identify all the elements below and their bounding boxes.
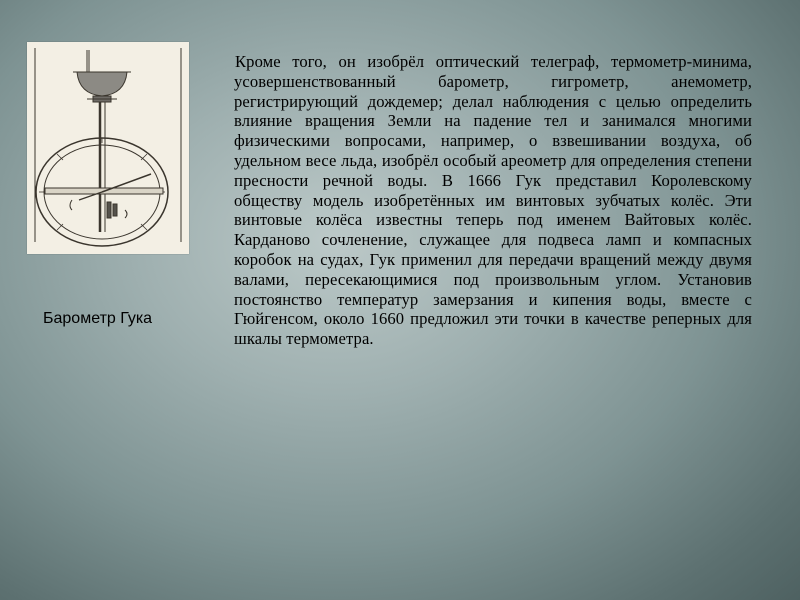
barometer-illustration [27,42,189,254]
figure-caption: Барометр Гука [43,310,153,327]
barometer-drawing [27,42,189,254]
main-paragraph: Кроме того, он изобрёл оптический телеграф, термометр-минима, усовершенствованный барометр, гигрометр, анемометр, регистрирующий дождемер; делал наблюдения с целью определить влияние вращения Земли на падение тел и занимался многими физическими вопросами, например, о взвешивании воздуха, об удельном весе льда, изобрёл особый ареометр для определения степени пресности речной воды. В 1666 Гук представил Королевскому обществу модель изобретённых им винтовых зубчатых колёс. Эти винтовые колёса известны теперь под именем Вайтовых колёс. Карданово сочленение, служащее для подвеса ламп и компасных коробок на судах, Гук применил для передачи вращений между двумя валами, пересекающимися под произвольным углом. Установив постоянство температур замерзания и кипения воды, вместе с Гюйгенсом, около 1660 предложил эти точки в качестве реперных для шкалы термометра. [234,52,752,349]
